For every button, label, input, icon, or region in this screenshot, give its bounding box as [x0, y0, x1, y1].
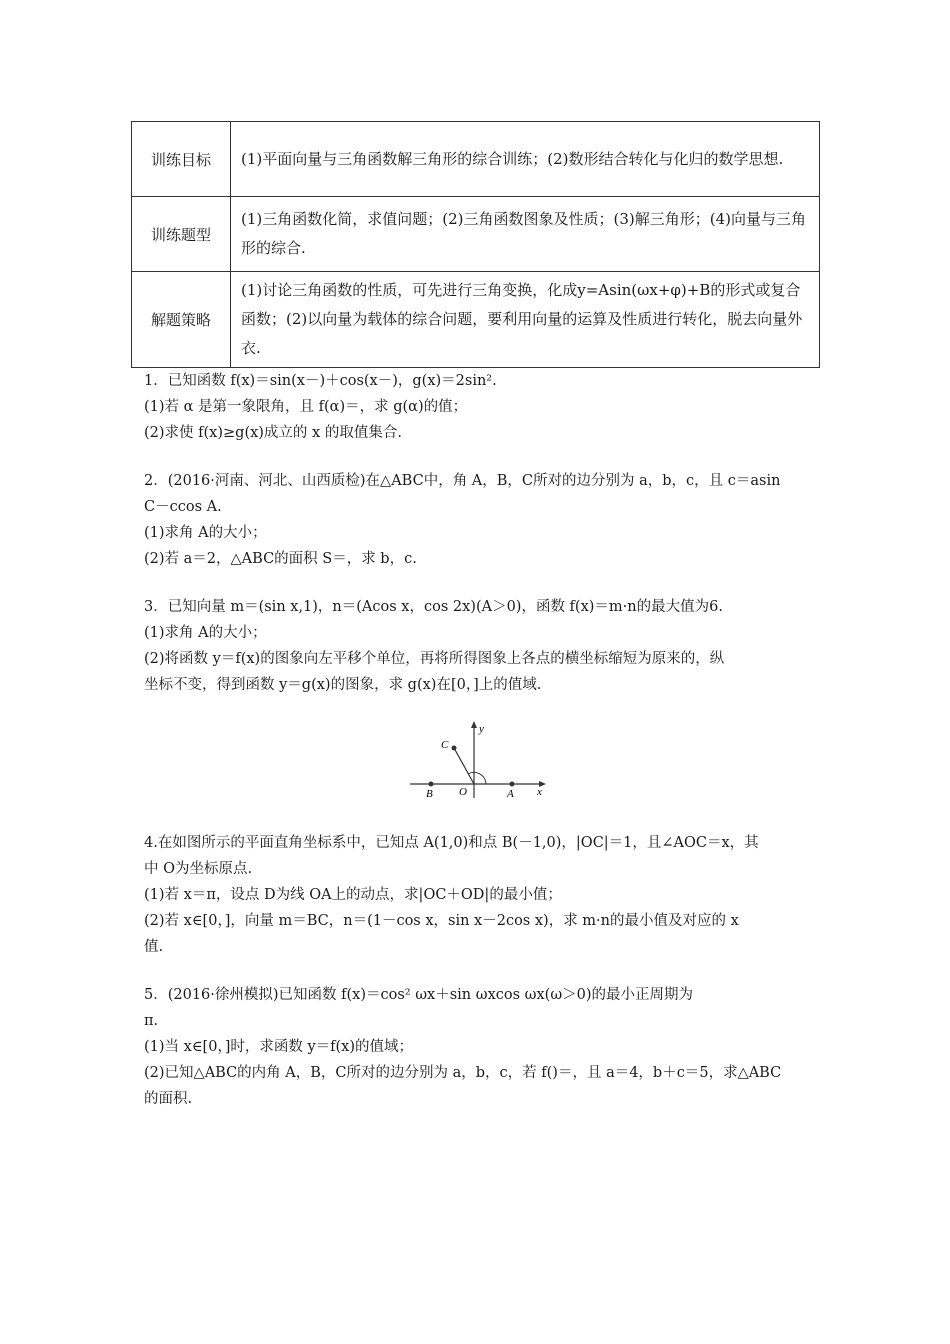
- problem-line: 3．已知向量 m＝(sin x,1)，n＝(Acos x，cos 2x)(A＞0)，函数 f(x)＝m·n的最大值为6.: [144, 599, 723, 615]
- point-b: [429, 782, 434, 787]
- problem-line: 4.在如图所示的平面直角坐标系中，已知点 A(1,0)和点 B(－1,0)，|OC|＝1，且∠AOC＝x，其: [144, 835, 759, 851]
- problem-2: [144, 468, 814, 572]
- problem-line: (1)当 x∈[0，]时，求函数 y＝f(x)的值域；: [144, 1039, 414, 1055]
- problem-line: (1)若 x＝π，设点 D为线 OA上的动点，求|OC＋OD|的最小值；: [144, 887, 562, 903]
- training-info-table: [131, 121, 820, 368]
- problem-line: C－ccos A.: [144, 499, 222, 515]
- row-key: 训练目标: [132, 122, 231, 197]
- coordinate-figure: [408, 718, 548, 800]
- row-value: (1)平面向量与三角函数解三角形的综合训练；(2)数形结合转化与化归的数学思想.: [231, 122, 820, 197]
- problem-line: (1)求角 A的大小；: [144, 525, 267, 541]
- point-c: [452, 746, 457, 751]
- problem-line: (2)若 a＝2，△ABC的面积 S＝，求 b，c.: [144, 551, 417, 567]
- label-o: O: [459, 786, 467, 798]
- row-key: 解题策略: [132, 272, 231, 368]
- problem-line: 坐标不变，得到函数 y＝g(x)的图象，求 g(x)在[0，]上的值域.: [144, 677, 542, 693]
- problem-line: 1．已知函数 f(x)＝sin(x－)＋cos(x－)，g(x)＝2sin².: [144, 373, 497, 389]
- problem-5: [144, 982, 814, 1112]
- segment-oc: [454, 748, 474, 784]
- problem-line: 的面积.: [144, 1091, 193, 1107]
- y-axis-arrow: [471, 721, 477, 728]
- label-y: y: [479, 723, 484, 735]
- problem-line: 2．(2016·河南、河北、山西质检)在△ABC中，角 A，B，C所对的边分别为 a，b，c，且 c＝asin: [144, 473, 781, 489]
- table-row: [132, 122, 820, 197]
- problem-3: [144, 594, 814, 698]
- label-x: x: [537, 786, 542, 798]
- label-b: B: [426, 788, 433, 800]
- row-value: (1)三角函数化简，求值问题；(2)三角函数图象及性质；(3)解三角形；(4)向量与三角形的综合.: [231, 197, 820, 272]
- row-key: 训练题型: [132, 197, 231, 272]
- label-a: A: [507, 788, 514, 800]
- problem-line: π.: [144, 1013, 159, 1029]
- table-row: [132, 272, 820, 368]
- row-value: (1)讨论三角函数的性质，可先进行三角变换，化成y=Asin(ωx+φ)+B的形式或复合函数；(2)以向量为载体的综合问题，要利用向量的运算及性质进行转化，脱去向量外衣.: [231, 272, 820, 368]
- problem-line: (1)若 α 是第一象限角，且 f(α)＝，求 g(α)的值；: [144, 399, 468, 415]
- problem-line: (1)求角 A的大小；: [144, 625, 267, 641]
- problem-line: 5．(2016·徐州模拟)已知函数 f(x)＝cos² ωx＋sin ωxcos ωx(ω＞0)的最小正周期为: [144, 987, 694, 1003]
- label-c: C: [441, 739, 449, 751]
- problem-line: (2)将函数 y＝f(x)的图象向左平移个单位，再将所得图象上各点的横坐标缩短为原来的，纵: [144, 651, 725, 667]
- table-row: [132, 197, 820, 272]
- problem-line: (2)求使 f(x)≥g(x)成立的 x 的取值集合.: [144, 425, 402, 441]
- problem-line: 值.: [144, 939, 164, 955]
- problem-4: [144, 830, 814, 960]
- problem-line: (2)已知△ABC的内角 A，B，C所对的边分别为 a，b，c，若 f()＝，且 a＝4，b＋c＝5，求△ABC: [144, 1065, 782, 1081]
- problem-line: (2)若 x∈[0，]，向量 m＝BC，n＝(1－cos x，sin x－2cos x)，求 m·n的最小值及对应的 x: [144, 913, 739, 929]
- point-a: [510, 782, 515, 787]
- problem-line: 中 O为坐标原点.: [144, 861, 253, 877]
- problem-1: [144, 368, 814, 446]
